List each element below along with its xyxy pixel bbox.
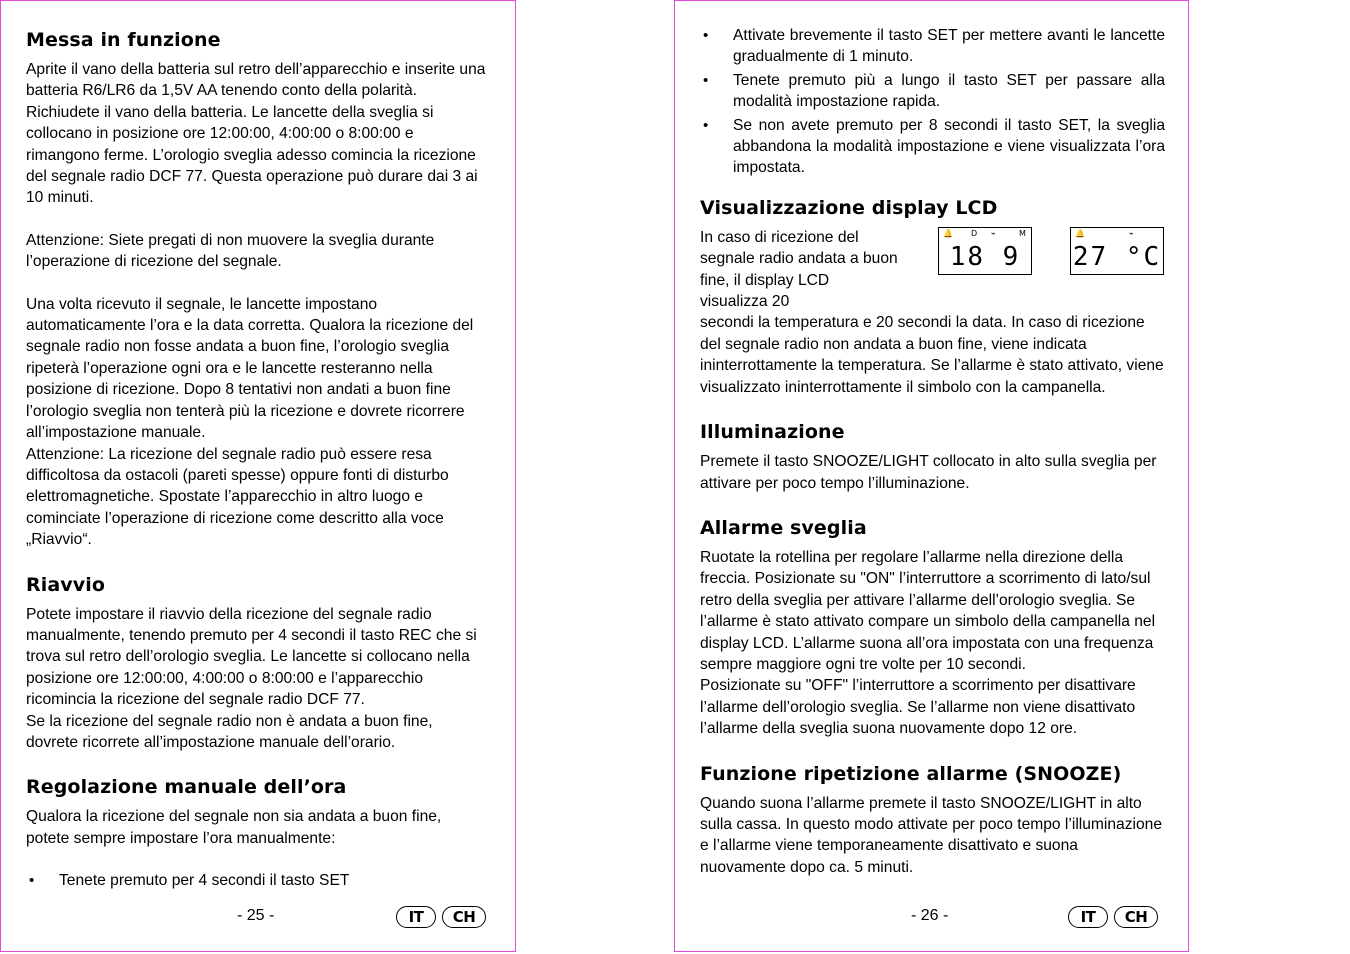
paragraph: Una volta ricevuto il segnale, le lancette impostano automaticamente l’ora e la data corretta. Qualora la ricezione del segnale radio non fosse andata a buon fine, l’orologio sveglia ripeterà l’operazione ogni ora e le lancette resteranno nella posizione di ricezione. Dopo 8 tentativi non andati a buon fine l’orologio sveglia non tenterà più la ricezione e dovrete ricorrere all’impostazione manuale. (26, 295, 474, 442)
paragraph-attention (26, 444, 486, 551)
list-item: • Tenete premuto per 4 secondi il tasto SET (26, 870, 486, 891)
paragraph: Qualora la ricezione del segnale non sia andata a buon fine, potete sempre impostare l’ora manualmente: (26, 808, 442, 847)
list-item: • Se non avete premuto per 8 secondi il tasto SET, la sveglia abbandona la modalità impostazione e viene visualizzata l’ora impostata. (700, 115, 1165, 179)
right-page (674, 0, 1189, 952)
list-item: • Tenete premuto più a lungo il tasto SET per passare alla modalità impostazione rapida. (700, 70, 1165, 113)
bell-icon: 🔔 (1075, 228, 1085, 238)
paragraph: Potete impostare il riavvio della ricezione del segnale radio manualmente, tenendo premuto per 4 secondi il tasto REC che si trova sul retro dell’orologio sveglia. Le lancette si collocano nella posizione ore 12:00:00, 4:00:00 o 8:00:00 e l’apparecchio ricomincia la ricezione del segnale radio DCF 77. (26, 605, 477, 709)
section-title-allarme-sveglia: Allarme sveglia (700, 516, 867, 539)
lcd-d-label: D (971, 228, 978, 238)
paragraph: Quando suona l’allarme premete il tasto SNOOZE/LIGHT in alto sulla cassa. In questo modo attivate per poco tempo l’illuminazione e l’allarme viene temporaneamente disattivato e suona nuovamente dopo ca. 5 minuti. (700, 794, 1163, 876)
page-number: - 26 - (911, 907, 949, 924)
country-badges (396, 906, 486, 928)
lcd-m-label: M (1019, 228, 1026, 238)
section-title-illuminazione: Illuminazione (700, 421, 845, 444)
warning-paragraph: Attenzione: Siete pregati di non muovere la sveglia durante l’operazione di ricezione del segnale. (26, 231, 435, 271)
left-page (0, 0, 516, 952)
badge-it: IT (396, 906, 436, 928)
paragraph: Aprite il vano della batteria sul retro dell’apparecchio e inserite una batteria R6/LR6 da 1,5V AA tenendo conto della polarità. Richiudete il vano della batteria. Le lancette della sveglia si collocano in posizione ore 12:00:00, 4:00:00 o 8:00:00 e rimangono ferme. L’orologio sveglia adesso comincia la ricezione del segnale radio DCF 77. Questa operazione può durare dai 3 ai 10 minuti. (26, 61, 486, 207)
paragraph: secondi la temperatura e 20 secondi la data. In caso di ricezione del segnale radio non andata a buon fine, viene indicata ininterrottamente la temperatura. Se l’allarme è stato attivato, viene visualizzato ininterrottamente il simbolo con la campanella. (700, 314, 1164, 396)
section-title-messa-in-funzione: Messa in funzione (26, 29, 221, 51)
section-title-display-lcd: Visualizzazione display LCD (700, 196, 998, 219)
badge-it: IT (1068, 906, 1108, 928)
page-number: - 25 - (237, 907, 275, 924)
lcd-section (700, 227, 1165, 313)
radio-signal-icon: ⌁ (991, 228, 996, 238)
attention-text: La ricezione del segnale radio può essere resa difficoltosa da ostacoli (pareti spesse) oppure fonti di disturbo elettromagnetiche. Spostate l’apparecchio in altro luogo e cominciate l’operazione di ricezione come descritto alla voce „Riavvio“. (26, 445, 449, 549)
paragraph: Premete il tasto SNOOZE/LIGHT collocato in alto sulla sveglia per attivare per poco tempo l’illuminazione. (700, 453, 1157, 492)
bullet-list (700, 25, 1165, 179)
radio-signal-icon: ⌁ (1129, 228, 1134, 238)
paragraph: Se la ricezione del segnale radio non è andata a buon fine, dovrete ricorrete all’impostazione manuale dell’orario. (26, 712, 433, 751)
right-page-content (700, 25, 1165, 878)
lcd-digits: 18 9 (949, 241, 1021, 272)
lcd-display-date (938, 227, 1032, 275)
country-badges (1068, 906, 1158, 928)
attention-label: Attenzione: (26, 445, 105, 463)
section-title-regolazione-manuale: Regolazione manuale dell’ora (26, 776, 347, 799)
section-title-riavvio: Riavvio (26, 573, 106, 596)
bullet-list (26, 870, 486, 891)
badge-ch: CH (442, 906, 486, 928)
bell-icon: 🔔 (943, 228, 953, 238)
badge-ch: CH (1114, 906, 1158, 928)
lcd-digits: 27 °C (1072, 241, 1162, 272)
paragraph: Ruotate la rotellina per regolare l’allarme nella direzione della freccia. Posizionate su "ON" l’interruttore a scorrimento di lato/sul retro della sveglia per attivare l’allarme dell’orologio sveglia. Se l’allarme è stato attivato compare un simbolo della campanella nel display LCD. L’allarme suona all’ora impostata con una frequenza sempre maggiore ogni tre volte per 10 secondi. (700, 548, 1156, 673)
left-page-content (26, 27, 486, 894)
paragraph-lead: In caso di ricezione del segnale radio andata a buon fine, il display LCD visualizza 20 (700, 228, 898, 311)
section-title-snooze: Funzione ripetizione allarme (SNOOZE) (700, 762, 1122, 785)
paragraph: Posizionate su "OFF" l’interruttore a scorrimento per disattivare l’allarme dell’orologio sveglia. Se l’allarme non viene disattivato l’allarme della sveglia suona nuovamente dopo 12 ore. (700, 677, 1136, 738)
list-item: • Attivate brevemente il tasto SET per mettere avanti le lancette gradualmente di 1 minuto. (700, 25, 1165, 68)
lcd-display-temperature (1070, 227, 1164, 275)
